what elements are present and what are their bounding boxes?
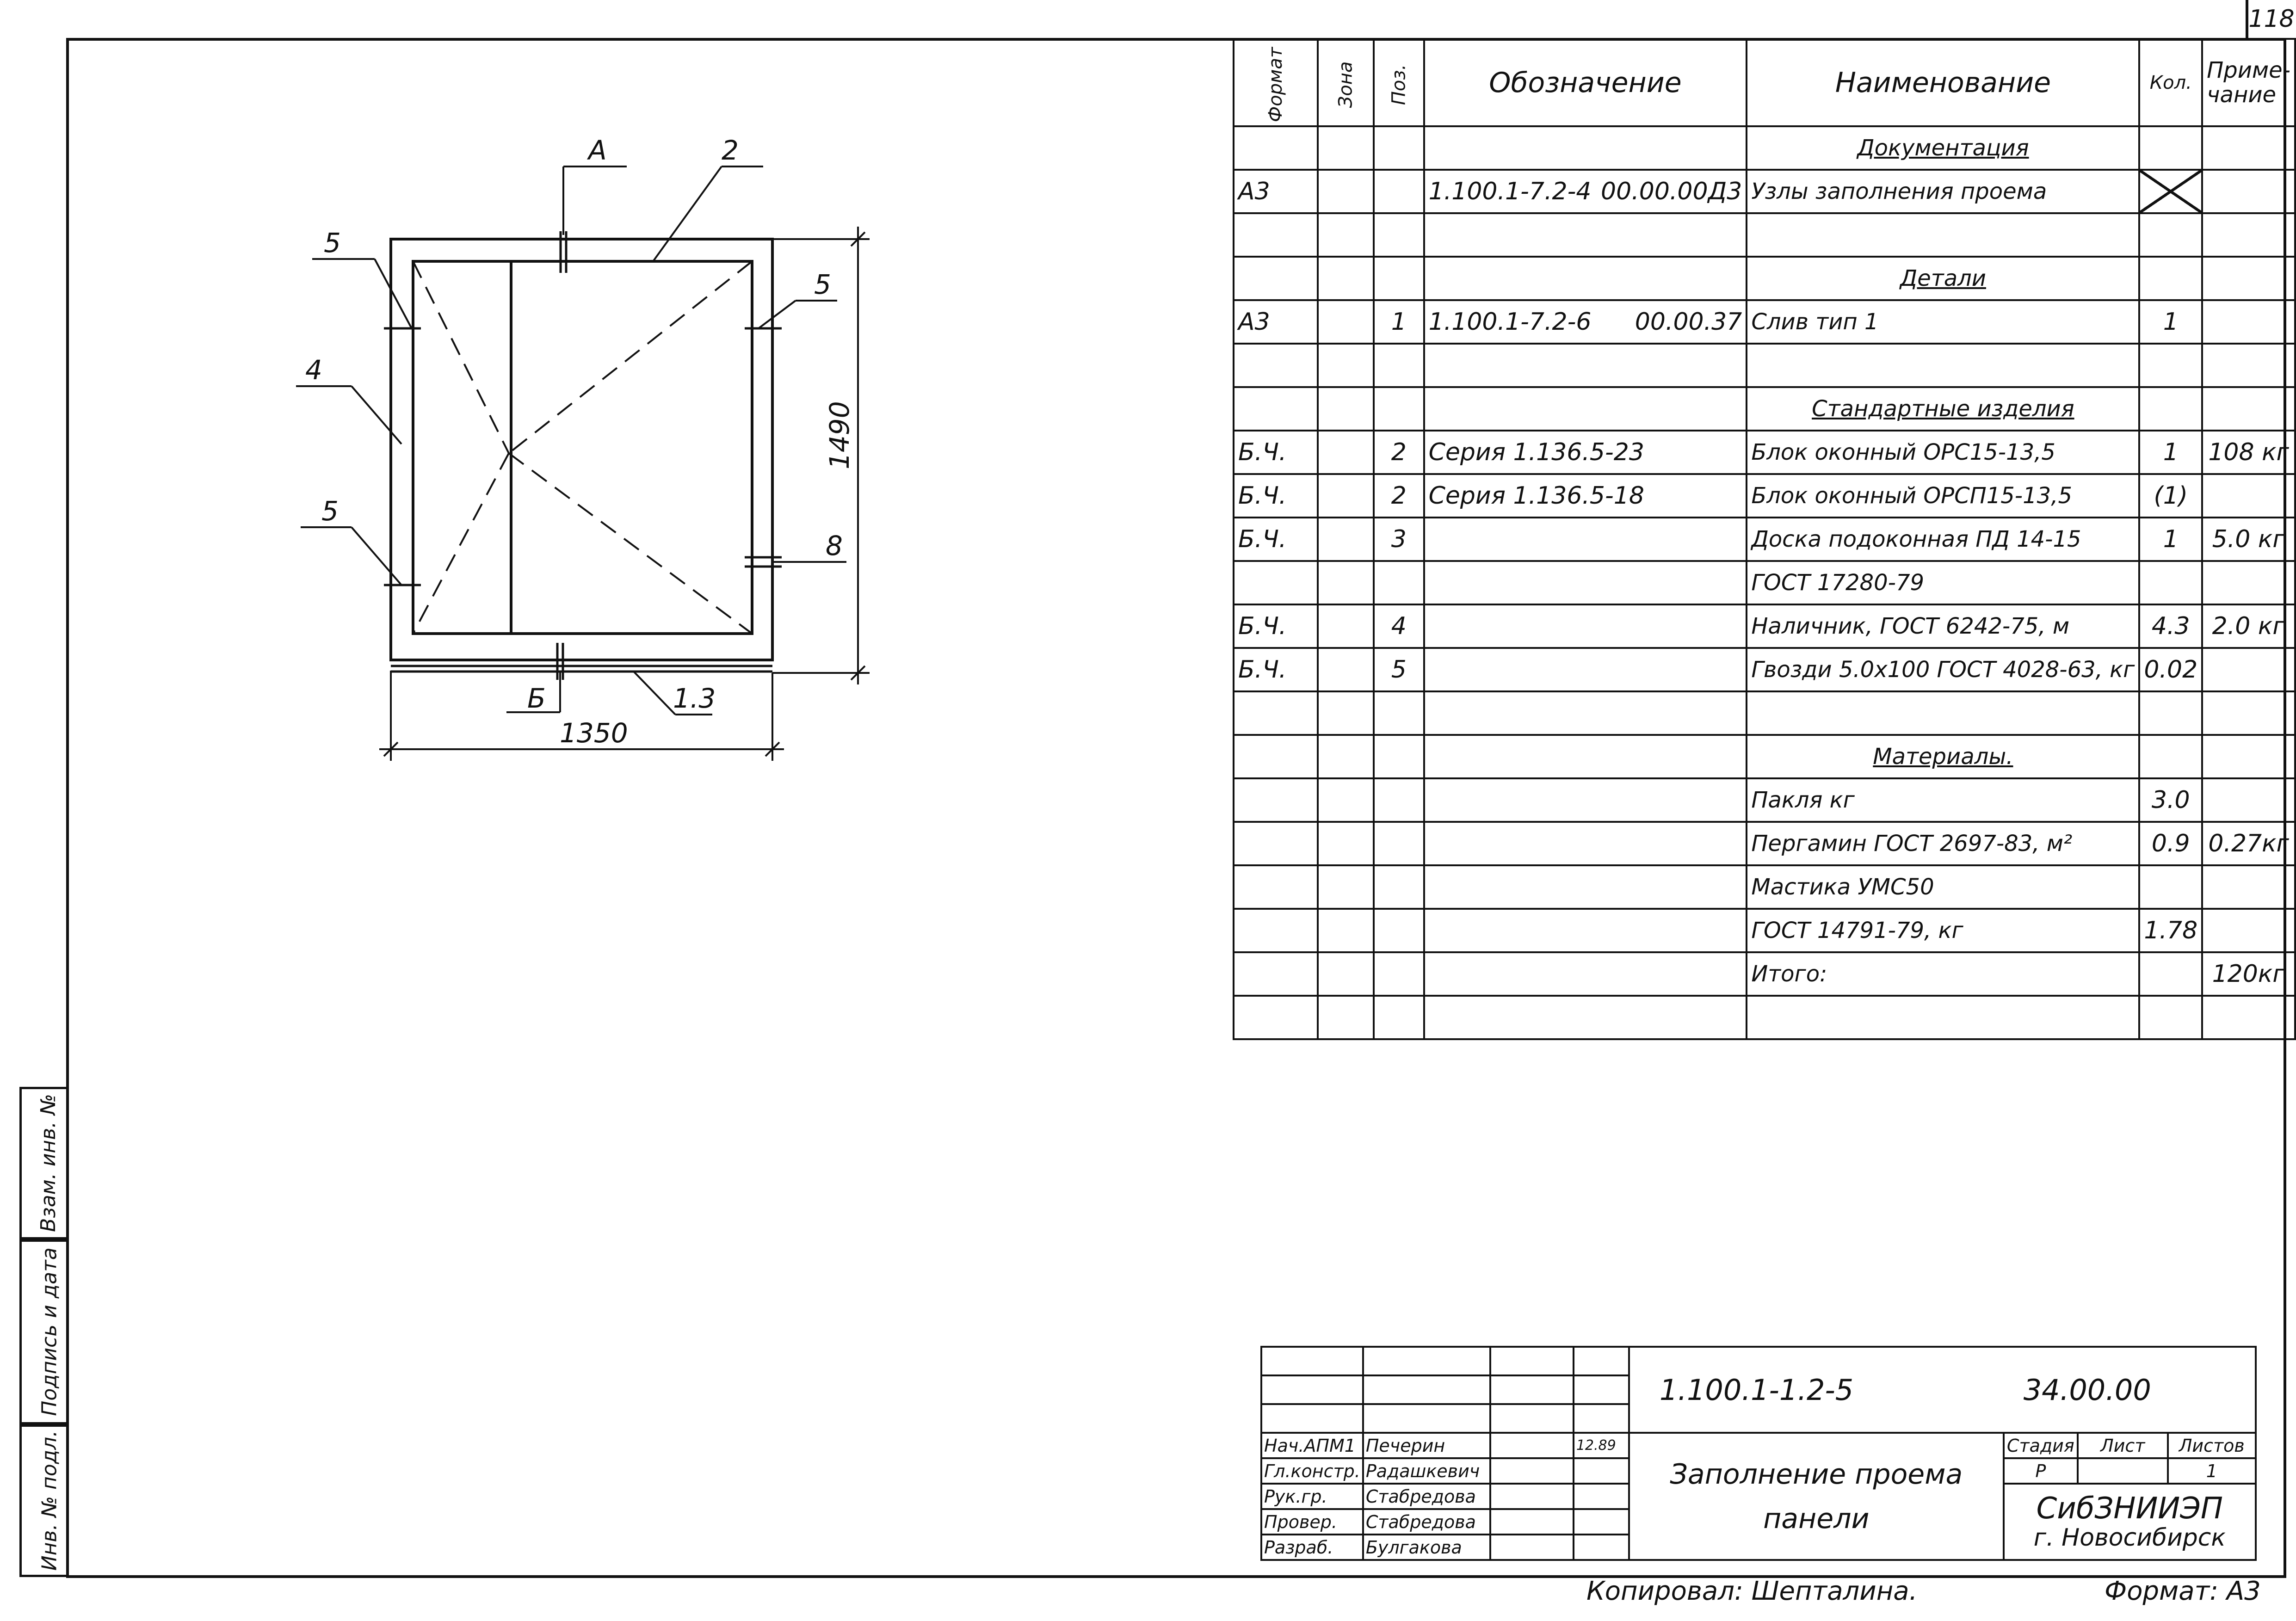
spec-poz: 2 [1374,431,1424,474]
spec-format: Б.Ч. [1234,648,1318,691]
spec-row [1234,431,2295,474]
header-naimenovanie: Наименование [1747,39,2139,126]
spec-primechanie [2202,474,2295,518]
spec-row [1234,344,2295,387]
spec-row [1234,909,2295,952]
dimension-width: 1350 [560,717,628,749]
spec-format: Б.Ч. [1234,474,1318,518]
spec-format [1234,257,1318,300]
spec-oboznachenie [1424,518,1747,561]
signer-name-2: Стабредова [1363,1484,1490,1509]
signer-name-4: Булгакова [1363,1535,1490,1560]
spec-primechanie [2202,996,2295,1039]
spec-naimenovanie: Материалы. [1747,735,2139,778]
spec-poz [1374,996,1424,1039]
spec-kol-crossed [2139,170,2202,213]
spec-primechanie [2202,126,2295,170]
spec-row [1234,518,2295,561]
spec-primechanie [2202,257,2295,300]
spec-poz [1374,344,1424,387]
spec-zona [1318,431,1374,474]
spec-kol [2139,387,2202,431]
spec-primechanie [2202,300,2295,344]
label-8: 8 [826,530,843,561]
spec-primechanie [2202,561,2295,604]
spec-zona [1318,561,1374,604]
spec-zona [1318,778,1374,822]
spec-format: Б.Ч. [1234,431,1318,474]
spec-naimenovanie: Гвозди 5.0х100 ГОСТ 4028-63, кг [1747,648,2139,691]
spec-naimenovanie: Детали [1747,257,2139,300]
spec-naimenovanie: Стандартные изделия [1747,387,2139,431]
spec-row [1234,778,2295,822]
spec-poz [1374,691,1424,735]
spec-kol: 0.9 [2139,822,2202,865]
org-name: СибЗНИИЭП [2036,1491,2223,1526]
spec-row [1234,300,2295,344]
format-label: Формат: А3 [2105,1576,2261,1606]
spec-zona [1318,518,1374,561]
spec-kol [2139,952,2202,996]
spec-format [1234,996,1318,1039]
spec-poz [1374,822,1424,865]
spec-oboznachenie [1424,648,1747,691]
stamp-vzam: Взам. инв. № [36,1094,60,1232]
spec-kol [2139,213,2202,257]
list-value [2078,1458,2168,1484]
spec-oboznachenie [1424,865,1747,909]
signer-name-0: Печерин [1363,1433,1490,1458]
spec-zona [1318,300,1374,344]
spec-oboznachenie [1424,909,1747,952]
title-line-2: панели [1763,1502,1870,1535]
spec-kol: 1.78 [2139,909,2202,952]
org-city: г. Новосибирск [2033,1524,2226,1552]
spec-primechanie: 120кг [2202,952,2295,996]
listov-value: 1 [2168,1458,2256,1484]
spec-oboznachenie-code: 1.100.1-7.2-6 [1428,308,1592,336]
label-b: Б [527,683,546,714]
spec-row [1234,257,2295,300]
spec-naimenovanie: Наличник, ГОСТ 6242-75, м [1747,604,2139,648]
label-1-3: 1.3 [673,683,716,714]
spec-row [1234,387,2295,431]
stamp-podpis-cell [19,1239,66,1424]
dash-line-2 [413,453,509,634]
spec-format: А3 [1234,300,1318,344]
spec-zona [1318,822,1374,865]
spec-kol: 1 [2139,431,2202,474]
spec-primechanie [2202,778,2295,822]
spec-naimenovanie: Документация [1747,126,2139,170]
signer-name-3: Стабредова [1363,1509,1490,1535]
stamp-podpis: Подпись и дата [37,1247,62,1416]
spec-primechanie: 0.27кг [2202,822,2295,865]
specification-table [1233,38,2296,1040]
spec-poz [1374,213,1424,257]
signer-role-4: Разраб. [1261,1535,1363,1560]
drawing-code: 1.100.1-1.2-5 [1659,1373,1854,1407]
spec-naimenovanie [1747,344,2139,387]
spec-row [1234,691,2295,735]
spec-zona [1318,170,1374,213]
stamp-vzam-cell [19,1087,66,1239]
window-inner-frame [413,261,752,634]
spec-naimenovanie: Пергамин ГОСТ 2697-83, м² [1747,822,2139,865]
dash-line-4 [509,453,752,634]
sheet-number: 118 [2246,0,2295,38]
signature-0 [1490,1433,1574,1458]
spec-format [1234,561,1318,604]
spec-zona [1318,604,1374,648]
spec-oboznachenie [1424,213,1747,257]
header-oboznachenie: Обозначение [1424,39,1747,126]
header-poz: Поз. [1374,39,1424,126]
spec-zona [1318,648,1374,691]
title-line-1: Заполнение проема [1670,1458,1963,1491]
label-5-tr: 5 [814,269,831,300]
spec-naimenovanie [1747,213,2139,257]
spec-poz: 5 [1374,648,1424,691]
spec-kol: 1 [2139,518,2202,561]
spec-kol: 3.0 [2139,778,2202,822]
signer-name-1: Радашкевич [1363,1458,1490,1484]
window-outer-frame [391,239,772,660]
spec-format: Б.Ч. [1234,518,1318,561]
spec-primechanie [2202,648,2295,691]
spec-zona [1318,952,1374,996]
spec-oboznachenie-code: Серия 1.136.5-18 [1428,482,1644,510]
spec-naimenovanie [1747,996,2139,1039]
spec-primechanie [2202,387,2295,431]
spec-primechanie [2202,735,2295,778]
spec-kol [2139,865,2202,909]
signer-date-0: 12.89 [1574,1433,1629,1458]
spec-primechanie [2202,170,2295,213]
signer-role-0: Нач.АПМ1 [1261,1433,1363,1458]
spec-oboznachenie [1424,474,1747,518]
spec-row [1234,865,2295,909]
spec-poz: 2 [1374,474,1424,518]
spec-row [1234,126,2295,170]
spec-row [1234,996,2295,1039]
stamp-inv: Инв. № подл. [37,1430,62,1571]
spec-format [1234,865,1318,909]
spec-poz [1374,257,1424,300]
stamp-inv-cell [19,1424,66,1577]
label-4: 4 [305,354,322,386]
spec-oboznachenie [1424,344,1747,387]
spec-poz [1374,865,1424,909]
spec-zona [1318,126,1374,170]
spec-format [1234,909,1318,952]
signer-role-1: Гл.констр. [1261,1458,1363,1484]
spec-poz [1374,561,1424,604]
spec-oboznachenie [1424,387,1747,431]
spec-row [1234,561,2295,604]
spec-oboznachenie [1424,735,1747,778]
spec-format [1234,126,1318,170]
list-header: Лист [2078,1433,2168,1458]
spec-naimenovanie: Итого: [1747,952,2139,996]
spec-oboznachenie [1424,604,1747,648]
spec-header-row [1234,39,2295,126]
spec-kol [2139,735,2202,778]
spec-naimenovanie: ГОСТ 14791-79, кг [1747,909,2139,952]
spec-oboznachenie-code: Серия 1.136.5-23 [1428,438,1644,466]
spec-row [1234,822,2295,865]
spec-poz: 3 [1374,518,1424,561]
spec-row [1234,604,2295,648]
spec-kol [2139,257,2202,300]
spec-naimenovanie: Мастика УМС50 [1747,865,2139,909]
spec-primechanie: 5.0 кг [2202,518,2295,561]
dimension-height: 1490 [824,401,855,469]
spec-row [1234,170,2295,213]
spec-naimenovanie: Доска подоконная ПД 14-15 [1747,518,2139,561]
spec-kol: 0.02 [2139,648,2202,691]
spec-oboznachenie-code: 1.100.1-7.2-4 [1428,178,1592,205]
spec-poz [1374,126,1424,170]
spec-oboznachenie [1424,561,1747,604]
spec-kol: (1) [2139,474,2202,518]
signer-role-2: Рук.гр. [1261,1484,1363,1509]
header-zona: Зона [1318,39,1374,126]
spec-naimenovanie: Узлы заполнения проема [1747,170,2139,213]
label-a: А [588,135,607,166]
stadia-header: Стадия [2004,1433,2078,1458]
spec-poz [1374,952,1424,996]
spec-oboznachenie [1424,126,1747,170]
spec-zona [1318,909,1374,952]
spec-row [1234,474,2295,518]
spec-zona [1318,257,1374,300]
spec-naimenovanie [1747,691,2139,735]
dash-line-1 [413,261,509,453]
spec-zona [1318,735,1374,778]
label-5-bl: 5 [321,495,339,527]
signer-role-3: Провер. [1261,1509,1363,1535]
spec-oboznachenie [1424,778,1747,822]
spec-oboznachenie-suffix: 00.00.37 [1635,308,1742,336]
spec-primechanie [2202,909,2295,952]
spec-zona [1318,996,1374,1039]
drawing-code-2: 34.00.00 [2023,1373,2151,1407]
title-block [1260,1346,2257,1561]
spec-naimenovanie: Слив тип 1 [1747,300,2139,344]
spec-zona [1318,387,1374,431]
spec-format: Б.Ч. [1234,604,1318,648]
spec-poz [1374,170,1424,213]
spec-row [1234,213,2295,257]
spec-kol: 4.3 [2139,604,2202,648]
spec-zona [1318,691,1374,735]
spec-oboznachenie [1424,952,1747,996]
spec-zona [1318,213,1374,257]
spec-kol [2139,561,2202,604]
spec-poz [1374,909,1424,952]
spec-row [1234,952,2295,996]
window-drawing [278,129,925,777]
spec-primechanie [2202,344,2295,387]
spec-oboznachenie [1424,431,1747,474]
spec-row [1234,735,2295,778]
spec-poz: 4 [1374,604,1424,648]
label-5-tl: 5 [324,227,341,259]
spec-format [1234,344,1318,387]
spec-oboznachenie [1424,996,1747,1039]
spec-poz [1374,778,1424,822]
spec-format [1234,735,1318,778]
header-format: Формат [1234,39,1318,126]
spec-format [1234,387,1318,431]
spec-poz [1374,735,1424,778]
header-primechanie: Приме-чание [2202,39,2295,126]
spec-kol [2139,691,2202,735]
spec-oboznachenie [1424,691,1747,735]
spec-format [1234,691,1318,735]
spec-primechanie: 2.0 кг [2202,604,2295,648]
spec-format [1234,952,1318,996]
spec-naimenovanie: Пакля кг [1747,778,2139,822]
spec-kol [2139,344,2202,387]
spec-naimenovanie: ГОСТ 17280-79 [1747,561,2139,604]
spec-primechanie: 108 кг [2202,431,2295,474]
header-kol: Кол. [2139,39,2202,126]
label-2: 2 [722,135,739,166]
spec-format [1234,213,1318,257]
dash-line-3 [509,261,752,453]
spec-oboznachenie [1424,822,1747,865]
spec-oboznachenie [1424,300,1747,344]
spec-primechanie [2202,213,2295,257]
spec-kol: 1 [2139,300,2202,344]
spec-naimenovanie: Блок оконный ОРСП15-13,5 [1747,474,2139,518]
kopiroval: Копировал: Шепталина. [1586,1576,1918,1606]
spec-primechanie [2202,865,2295,909]
spec-poz: 1 [1374,300,1424,344]
spec-format: А3 [1234,170,1318,213]
spec-oboznachenie [1424,257,1747,300]
spec-oboznachenie [1424,170,1747,213]
spec-primechanie [2202,691,2295,735]
spec-naimenovanie: Блок оконный ОРС15-13,5 [1747,431,2139,474]
stadia-value: Р [2004,1458,2078,1484]
spec-oboznachenie-suffix: 00.00.00Д3 [1601,178,1742,205]
spec-poz [1374,387,1424,431]
spec-zona [1318,344,1374,387]
spec-kol [2139,126,2202,170]
spec-format [1234,778,1318,822]
spec-format [1234,822,1318,865]
spec-kol [2139,996,2202,1039]
spec-zona [1318,474,1374,518]
listov-header: Листов [2168,1433,2256,1458]
spec-row [1234,648,2295,691]
spec-zona [1318,865,1374,909]
